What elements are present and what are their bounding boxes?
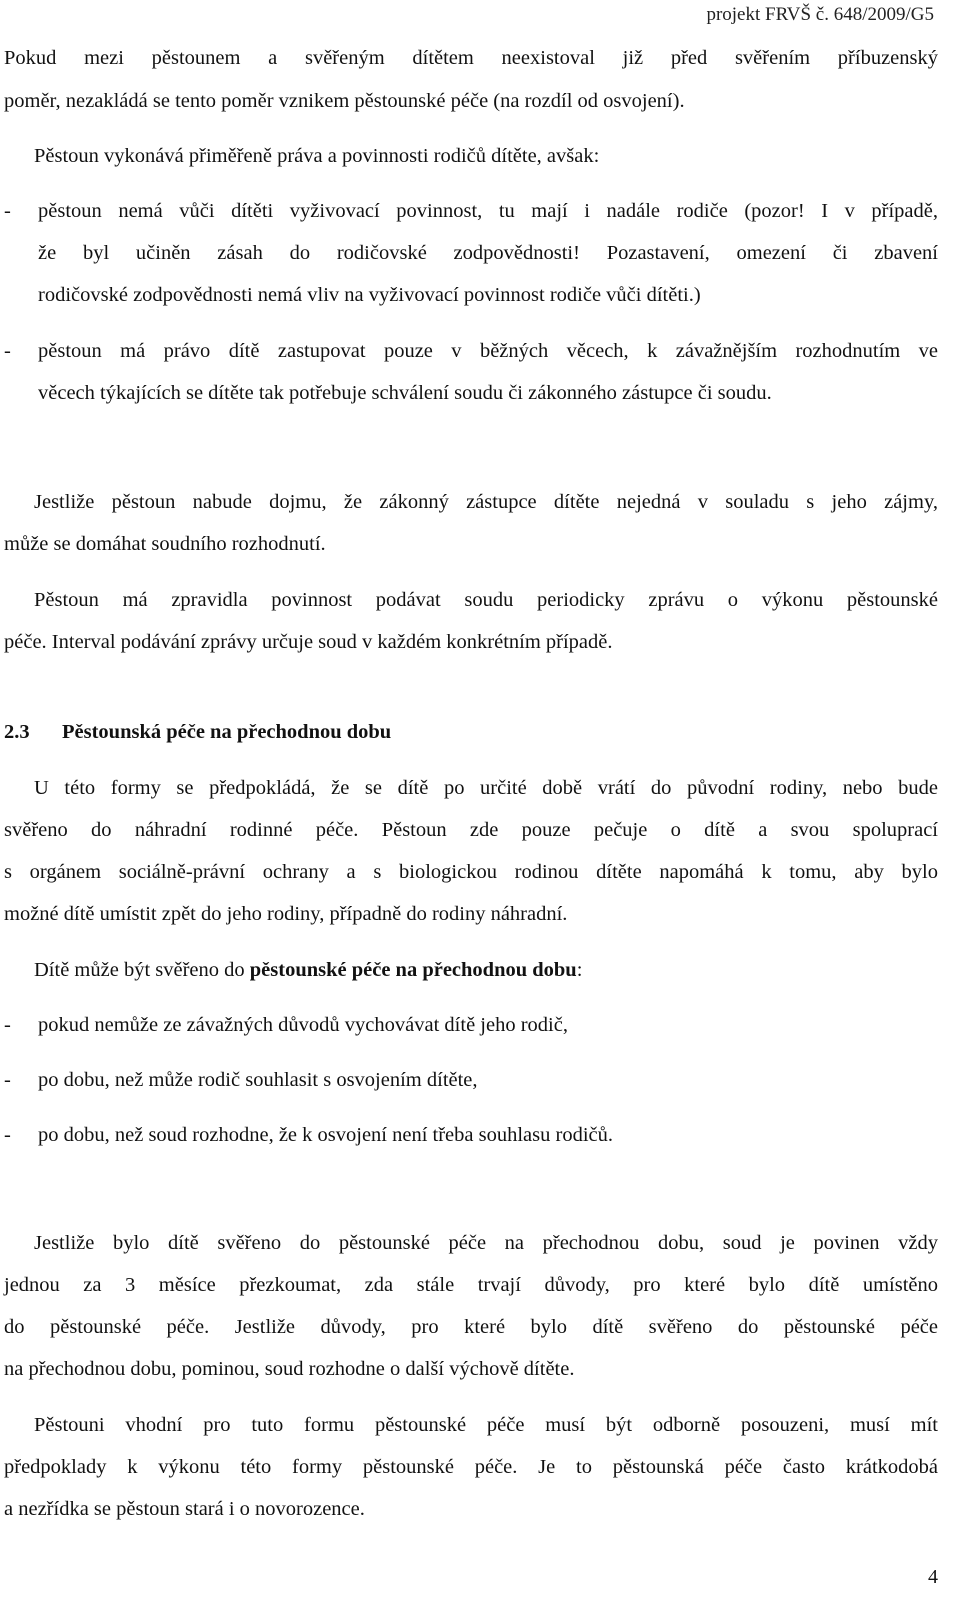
paragraph-line: na přechodnou dobu, pominou, soud rozhodne o další výchově dítěte. xyxy=(4,1358,575,1380)
list-item: pokud nemůže ze závažných důvodů vychovávat dítě jeho rodič, xyxy=(38,1014,568,1036)
text-run: : xyxy=(576,959,583,981)
paragraph-line: péče. Interval podávání zprávy určuje soud v každém konkrétním případě. xyxy=(4,631,613,653)
page-number: 4 xyxy=(928,1566,938,1588)
bold-term: pěstounské péče na přechodnou dobu xyxy=(249,959,577,981)
list-item-line: pěstoun má právo dítě zastupovat pouze v běžných věcech, k závažnějším rozhodnutím ve xyxy=(38,340,938,362)
list-dash: - xyxy=(4,200,11,222)
paragraph-line: Jestliže pěstoun nabude dojmu, že zákonný zástupce dítěte nejedná v souladu s jeho zájmy, xyxy=(34,491,938,513)
text-run: Dítě může být svěřeno do xyxy=(34,959,250,981)
section-number: 2.3 xyxy=(4,721,30,743)
paragraph-line: možné dítě umístit zpět do jeho rodiny, případně do rodiny náhradní. xyxy=(4,903,568,925)
list-dash: - xyxy=(4,340,11,362)
paragraph-line: Pokud mezi pěstounem a svěřeným dítětem neexistoval již před svěřením příbuzenský xyxy=(4,47,938,69)
paragraph-line: Jestliže bylo dítě svěřeno do pěstounské péče na přechodnou dobu, soud je povinen vždy xyxy=(34,1232,938,1254)
list-dash: - xyxy=(4,1014,11,1036)
list-dash: - xyxy=(4,1069,11,1091)
list-item: po dobu, než může rodič souhlasit s osvojením dítěte, xyxy=(38,1069,478,1091)
paragraph-line: Pěstoun vykonává přiměřeně práva a povinnosti rodičů dítěte, avšak: xyxy=(34,145,600,167)
paragraph-line: předpoklady k výkonu této formy pěstounské péče. Je to pěstounská péče často krátkodobá xyxy=(4,1456,938,1478)
section-title: Pěstounská péče na přechodnou dobu xyxy=(62,721,392,743)
list-item-line: pěstoun nemá vůči dítěti vyživovací povinnost, tu mají i nadále rodiče (pozor! I v případě, xyxy=(38,200,938,222)
paragraph-line: do pěstounské péče. Jestliže důvody, pro které bylo dítě svěřeno do pěstounské péče xyxy=(4,1316,938,1338)
paragraph-line: s orgánem sociálně-právní ochrany a s biologickou rodinou dítěte napomáhá k tomu, aby bylo xyxy=(4,861,938,883)
paragraph-line: U této formy se předpokládá, že se dítě po určité době vrátí do původní rodiny, nebo bude xyxy=(34,777,938,799)
paragraph-line: Pěstoun má zpravidla povinnost podávat soudu periodicky zprávu o výkonu pěstounské xyxy=(34,589,938,611)
paragraph-line: Pěstouni vhodní pro tuto formu pěstounské péče musí být odborně posouzeni, musí mít xyxy=(34,1414,938,1436)
list-dash: - xyxy=(4,1124,11,1146)
paragraph-line: poměr, nezakládá se tento poměr vznikem pěstounské péče (na rozdíl od osvojení). xyxy=(4,90,685,112)
paragraph-line xyxy=(4,956,938,984)
list-item: po dobu, než soud rozhodne, že k osvojení není třeba souhlasu rodičů. xyxy=(38,1124,614,1146)
page-header: projekt FRVŠ č. 648/2009/G5 xyxy=(706,4,934,25)
list-item-line: rodičovské zodpovědnosti nemá vliv na vyživovací povinnost rodiče vůči dítěti.) xyxy=(38,284,701,306)
list-item-line: že byl učiněn zásah do rodičovské zodpovědnosti! Pozastavení, omezení či zbavení xyxy=(38,242,938,264)
paragraph-line: svěřeno do náhradní rodinné péče. Pěstoun zde pouze pečuje o dítě a svou spoluprací xyxy=(4,819,938,841)
paragraph-line: a nezřídka se pěstoun stará i o novorozence. xyxy=(4,1498,365,1520)
list-item-line: věcech týkajících se dítěte tak potřebuje schválení soudu či zákonného zástupce či soudu. xyxy=(38,382,772,404)
paragraph-line: může se domáhat soudního rozhodnutí. xyxy=(4,533,326,555)
paragraph-line: jednou za 3 měsíce přezkoumat, zda stále trvají důvody, pro které bylo dítě umístěno xyxy=(4,1274,938,1296)
